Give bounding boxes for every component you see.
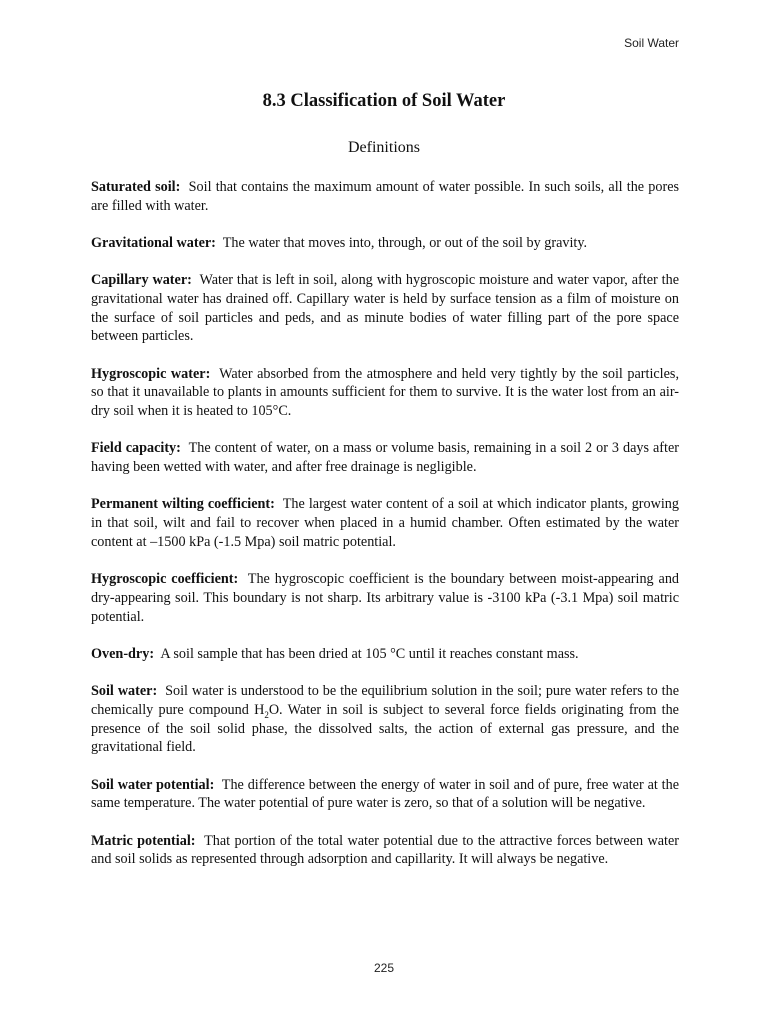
definition-permanent-wilting-coefficient — [91, 495, 679, 551]
page-number: 225 — [373, 961, 395, 975]
definition-text: The content of water, on a mass or volume basis, remaining in a soil 2 or 3 days after having been wetted with water, and after free drainage is negligible. — [91, 440, 679, 476]
definition-term: Gravitational water: — [91, 235, 216, 251]
definition-term: Matric potential: — [91, 832, 196, 849]
definition-term: Saturated soil: — [91, 179, 181, 195]
running-header: Soil Water — [624, 36, 679, 50]
definition-hygroscopic-water — [91, 365, 679, 421]
section-subtitle: Definitions — [348, 139, 420, 156]
definition-matric-potential — [91, 832, 679, 869]
definition-gravitational-water — [91, 234, 679, 253]
definition-text: The difference between the energy of water in soil and of pure, free water at the same temperature. The water potential of pure water is zero, so that of a solution will be negative. — [91, 776, 679, 812]
definition-term: Permanent wilting coefficient: — [91, 496, 275, 513]
definition-term: Capillary water: — [91, 272, 192, 289]
definition-soil-water — [91, 682, 679, 757]
definition-hygroscopic-coefficient — [91, 570, 679, 626]
definition-capillary-water — [91, 271, 679, 346]
definition-term: Hygroscopic water: — [91, 365, 211, 382]
definition-term: Oven-dry: — [91, 645, 155, 662]
definition-text: The hygroscopic coefficient is the boundary between moist-appearing and dry-appearing soil. This boundary is not sharp. Its arbitrary value is -3100 kPa (-3.1 Mpa) soil matric potential. — [91, 571, 680, 625]
definition-text-continued: O. Water in soil is subject to several force fields originating from the presence of the soil solid phase, the dissolved salts, the action of external gas pressure, and the gravitational field. — [91, 701, 679, 756]
subscript: 2 — [264, 709, 269, 720]
definitions-list — [91, 178, 679, 888]
definition-text: Water that is left in soil, along with hygroscopic moisture and water vapor, after the gravitational water has drained off. Capillary water is held by surface tension as a film of moisture on the surface of soil particles and peds, and as minute bodies of water filling part of the pore space between particles. — [91, 272, 679, 345]
definition-oven-dry — [91, 645, 679, 664]
definition-text: The water that moves into, through, or out of the soil by gravity. — [222, 235, 588, 251]
definition-text: The largest water content of a soil at which indicator plants, growing in that soil, wilt and fail to recover when placed in a humid chamber. Often estimated by the water content at –1500 kPa (-1.5 Mpa) soil matric potential. — [91, 496, 679, 550]
definition-term: Field capacity: — [91, 440, 181, 457]
definition-text: A soil sample that has been dried at 105 °C until it reaches constant mass. — [160, 645, 579, 662]
definition-term: Hygroscopic coefficient: — [91, 571, 239, 588]
definition-term: Soil water potential: — [91, 776, 215, 793]
definition-text: That portion of the total water potential due to the attractive forces between water and soil solids as represented through adsorption and capillarity. It will always be negative. — [91, 832, 679, 868]
definition-term: Soil water: — [91, 683, 158, 700]
definition-saturated-soil — [91, 178, 679, 215]
definition-field-capacity — [91, 439, 679, 476]
section-title: 8.3 Classification of Soil Water — [262, 91, 506, 111]
definition-soil-water-potential — [91, 776, 679, 813]
definition-text: Water absorbed from the atmosphere and held very tightly by the soil particles, so that it unavailable to plants in amounts sufficient for them to survive. It is the water lost from an air-dry soil when it is heated to 105°C. — [91, 365, 679, 420]
definition-text: Soil water is understood to be the equilibrium solution in the soil; pure water refers to the chemically pure compound H — [91, 683, 679, 718]
definition-text: Soil that contains the maximum amount of water possible. In such soils, all the pores are filled with water. — [91, 179, 680, 214]
